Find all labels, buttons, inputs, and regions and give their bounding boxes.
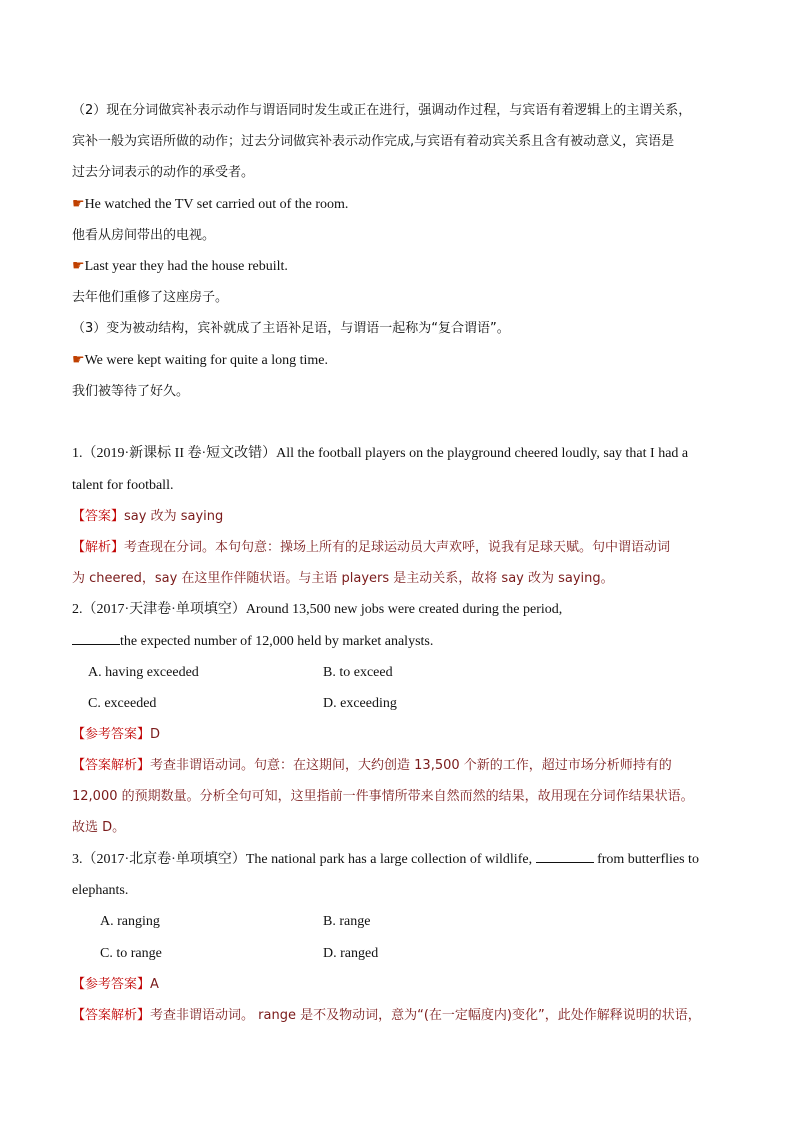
answer-tag: 【参考答案】 bbox=[72, 727, 151, 742]
example-3-text: We were kept waiting for quite a long time. bbox=[84, 353, 328, 368]
example-2-cn: 去年他们重修了这座房子。 bbox=[72, 290, 229, 305]
pointing-hand-icon: ☛ bbox=[72, 353, 85, 368]
q2-analysis-line-2: 12,000 的预期数量。分析全句可知，这里指前一件事情所带来自然而然的结果，故用现在分词作结果状语。 bbox=[72, 789, 694, 804]
paragraph-2-line-1: （2）现在分词做宾补表示动作与谓语同时发生或正在进行，强调动作过程，与宾语有着逻辑上的主谓关系， bbox=[72, 103, 692, 118]
analysis-text: 考查现在分词。本句句意：操场上所有的足球运动员大声欢呼，说我有足球天赋。句中谓语动词 bbox=[124, 540, 671, 555]
answer-tag: 【参考答案】 bbox=[72, 977, 151, 992]
q3-option-d: D. ranged bbox=[323, 946, 379, 961]
q3-answer bbox=[72, 977, 724, 993]
q2-answer bbox=[72, 727, 724, 743]
q2-option-c: C. exceeded bbox=[88, 696, 157, 711]
example-1-en bbox=[72, 197, 724, 213]
paragraph-2-line-3: 过去分词表示的动作的承受者。 bbox=[72, 165, 255, 180]
q2-option-a: A. having exceeded bbox=[88, 665, 199, 680]
example-2-text: Last year they had the house rebuilt. bbox=[84, 259, 288, 274]
q2-analysis-line-3: 故选 D。 bbox=[72, 820, 126, 835]
example-2-en bbox=[72, 259, 724, 275]
pointing-hand-icon: ☛ bbox=[72, 259, 85, 274]
q1-analysis-line-2: 为 cheered，say 在这里作伴随状语。与主语 players 是主动关系，故将 say 改为 saying。 bbox=[72, 571, 614, 586]
q1-answer bbox=[72, 509, 724, 525]
example-3-cn: 我们被等待了好久。 bbox=[72, 384, 190, 399]
q2-stem-text: the expected number of 12,000 held by market analysts. bbox=[120, 634, 434, 649]
analysis-tag: 【答案解析】 bbox=[72, 758, 151, 773]
q1-analysis-line-1 bbox=[72, 540, 724, 556]
q3-option-b: B. range bbox=[323, 914, 371, 929]
q2-option-b: B. to exceed bbox=[323, 665, 393, 680]
q2-stem-line-2 bbox=[72, 634, 724, 650]
example-1-text: He watched the TV set carried out of the room. bbox=[84, 197, 349, 212]
answer-blank bbox=[72, 644, 120, 645]
q3-stem-line-2: elephants. bbox=[72, 883, 129, 898]
q2-option-d: D. exceeding bbox=[323, 696, 397, 711]
q3-stem-line-1 bbox=[72, 852, 724, 868]
answer-text: D bbox=[150, 727, 161, 742]
q3-stem-text-b: from butterflies to bbox=[597, 852, 699, 867]
q3-option-c: C. to range bbox=[100, 946, 162, 961]
analysis-text: 考查非谓语动词。句意：在这期间，大约创造 13,500 个新的工作，超过市场分析师持有的 bbox=[150, 758, 672, 773]
q1-stem-line-2: talent for football. bbox=[72, 478, 174, 493]
answer-blank bbox=[536, 862, 594, 863]
analysis-tag: 【解析】 bbox=[72, 540, 125, 555]
q3-option-a: A. ranging bbox=[100, 914, 160, 929]
paragraph-3-line-1: （3）变为被动结构，宾补就成了主语补足语，与谓语一起称为“复合谓语”。 bbox=[72, 321, 510, 336]
paragraph-2-line-2: 宾补一般为宾语所做的动作；过去分词做宾补表示动作完成,与宾语有着动宾关系且含有被动意义，宾语是 bbox=[72, 134, 675, 149]
answer-text: say 改为 saying bbox=[124, 509, 224, 524]
q3-stem-text-a: 3.（2017·北京卷·单项填空）The national park has a large collection of wildlife, bbox=[72, 852, 533, 867]
answer-text: A bbox=[150, 977, 159, 992]
q2-analysis-line-1 bbox=[72, 758, 724, 774]
analysis-text: 考查非谓语动词。 range 是不及物动词，意为“(在一定幅度内)变化”，此处作解释说明的状语， bbox=[150, 1008, 701, 1023]
q1-stem-line-1: 1.（2019·新课标 II 卷·短文改错）All the football players on the playground cheered loudly, say that I had a bbox=[72, 446, 689, 461]
example-1-cn: 他看从房间带出的电视。 bbox=[72, 228, 216, 243]
example-3-en bbox=[72, 353, 724, 369]
answer-tag: 【答案】 bbox=[72, 509, 125, 524]
pointing-hand-icon: ☛ bbox=[72, 197, 85, 212]
q3-analysis-line-1 bbox=[72, 1008, 724, 1024]
analysis-tag: 【答案解析】 bbox=[72, 1008, 151, 1023]
q2-stem-line-1: 2.（2017·天津卷·单项填空）Around 13,500 new jobs were created during the period, bbox=[72, 602, 563, 617]
